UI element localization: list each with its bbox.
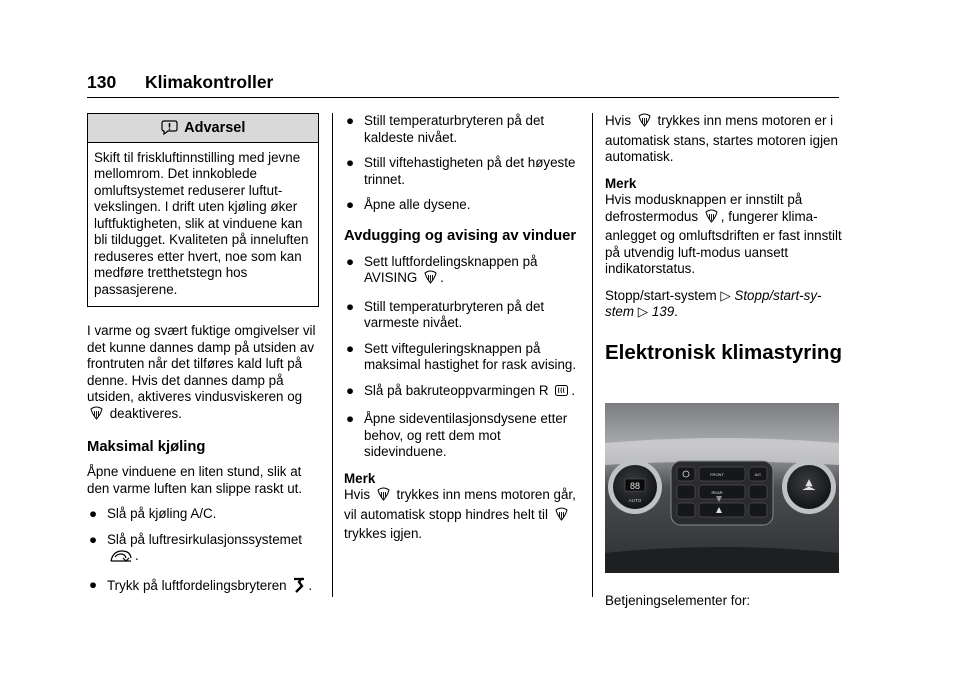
page-title: Klimakontroller: [145, 72, 274, 92]
note-text: Hvis modusknappen er innstilt på defrostermodus , fungerer klimaanlegget og omluftsdriften er fast innstilt på utvendig luft-modus uansett indikatorstatus.: [605, 192, 842, 276]
section-heading: Elektronisk klimastyring: [605, 340, 842, 364]
page-number: 130: [87, 72, 117, 92]
front-defrost-label: FRONT: [710, 471, 724, 477]
defrost-icon: [376, 487, 391, 507]
auto-label: AUTO: [628, 497, 642, 503]
warning-header: [88, 114, 318, 143]
reference-link[interactable]: Stopp/start-system: [605, 287, 822, 319]
climate-control-photo: [605, 403, 839, 573]
temperature-display: 88: [629, 480, 641, 491]
warning-icon: [161, 120, 185, 136]
list-item: ● Still temperaturbryteren på det varmeste nivået.: [346, 298, 545, 330]
paragraph: I varme og svært fuktige omgivelser vil det kunne dannes damp på utsiden av frontruten når det tilføres kald luft på denne. Hvis det dannes damp på utsiden, aktiveres vindusviskeren og deaktiveres.: [87, 323, 319, 425]
list-item: ● Åpne alle dysene.: [346, 197, 471, 212]
list-item: ● Sett luftfordelingsknappen på AVISING .: [344, 254, 580, 290]
list-item: ● Slå på luftresirkulasjonssystemet .: [87, 532, 319, 568]
column-2: [344, 113, 580, 543]
ac-label: A/C: [754, 471, 762, 477]
air-distribution-icon: [292, 577, 306, 598]
column-divider: [592, 113, 593, 597]
list-item: ● Sett vifteguleringsknappen på maksimal hastighet for rask avising.: [346, 340, 577, 372]
list-item: ● Still viftehastigheten på det høyeste trinnet.: [346, 155, 576, 187]
defrost-icon: [554, 507, 569, 527]
warning-text: Skift til friskluftinnstilling med jevne mellomrom. Det innkoblede omluftsystemet reduserer luftutvekslingen. I drift uten kjøling øker luftfuktigheten, slik at vinduene kan bli tildugget. Kvaliteten på inneluften reduseres etter hvert, noe som kan medføre tretthetstegn hos passasjerene.: [94, 149, 309, 297]
reference-page[interactable]: 139: [651, 304, 675, 319]
warning-heading: Advarsel: [184, 120, 246, 136]
defrost-icon: [704, 209, 719, 229]
section-heading: Maksimal kjøling: [87, 439, 206, 455]
section-heading: Avdugging og avising av vinduer: [344, 227, 577, 244]
paragraph: Åpne vinduene en liten stund, slik at den varme luften kan slippe raskt ut.: [87, 464, 303, 496]
rear-defrost-icon: [554, 384, 569, 403]
column-3: [605, 113, 845, 609]
list-item: ● Trykk på luftfordelingsbryteren .: [87, 577, 319, 598]
list-item: ● Slå på bakruteoppvarmingen R .: [344, 383, 580, 403]
list-item: ● Still temperaturbryteren på det kaldeste nivået.: [346, 113, 545, 145]
note-text: Hvis trykkes inn mens motoren går, vil automatisk stopp hindres helt til trykkes igjen.: [344, 487, 576, 541]
column-divider: [332, 113, 333, 597]
rear-defrost-label: REAR: [711, 489, 723, 495]
list-item: ● Slå på kjøling A/C.: [89, 506, 217, 521]
note-label: Merk: [605, 175, 637, 191]
warning-box: [87, 113, 319, 307]
list-item: ● Åpne sideventilasjonsdysene etter behov, og rett dem mot sidevinduene.: [346, 411, 568, 459]
note-label: Merk: [344, 470, 376, 486]
photo-caption: Betjeningselementer for:: [605, 592, 751, 608]
defrost-icon: [89, 406, 104, 426]
defrost-icon: [637, 113, 652, 133]
reference-arrow-icon: ▷: [637, 304, 649, 319]
defrost-icon: [423, 270, 438, 290]
recirculation-icon: [109, 549, 133, 568]
header-rule: [87, 97, 839, 98]
page-header: [87, 72, 273, 93]
column-1: [87, 113, 319, 597]
cross-reference: Stopp/start-system ▷ Stopp/start-system ▷ 139.: [605, 287, 822, 319]
paragraph: Hvis trykkes inn mens motoren er i automatisk stans, startes motoren igjen automatisk.: [605, 113, 838, 164]
reference-arrow-icon: ▷: [720, 287, 731, 303]
